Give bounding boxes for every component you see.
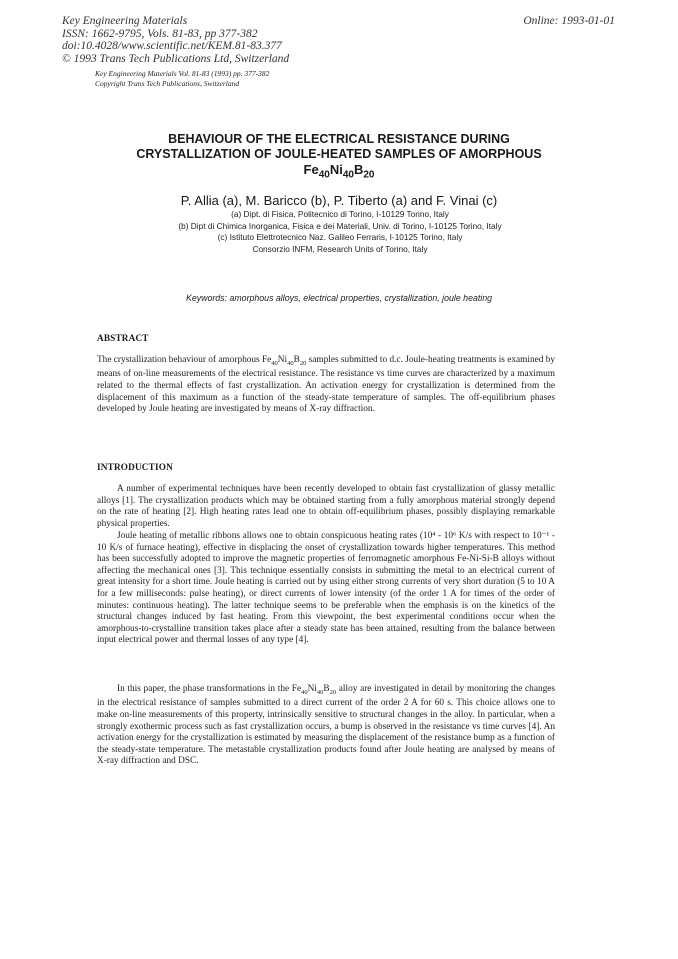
source-citation (95, 69, 269, 89)
journal-name: Key Engineering Materials (62, 15, 188, 27)
publication-info (62, 15, 289, 65)
affiliation-consortium: Consorzio INFM, Research Units of Torino, Italy (252, 243, 428, 254)
intro-paragraph-3: In this paper, the phase transformations in the $Fe_{40}Ni_{40}B_{20}$ alloy are investigated in detail by monitoring the changes in the electrical resistance of samples submitted to a direct current of the order 2 A for 60 s. This choice allows one to make on-line measurements of this property, intrinsically sensitive to structural changes in the alloy. In particular, when a strongly exothermic process such as fast crystallization occurs, a bump is observed in the resistance vs time curves [4]. An activation energy for the crystallization is estimated by measuring the displacement of the resistance bump as a function of the steady-state temperature. The metastable crystallization products found after Joule heating are analysed by means of X-ray diffraction and DSC. (97, 684, 556, 767)
introduction-heading: INTRODUCTION (97, 462, 173, 472)
source-journal-line: Key Engineering Materials Vol. 81-83 (1993) pp. 377-382 (95, 69, 270, 78)
affiliations (120, 209, 560, 255)
issn-line: ISSN: 1662-9795, Vols. 81-83, pp 377-382 (62, 27, 258, 40)
doi-line: doi:10.4028/www.scientific.net/KEM.81-83.377 (62, 40, 282, 52)
paper-title (0, 132, 678, 162)
author-list: P. Allia (a), M. Baricco (b), P. Tiberto (a) and F. Vinai (c) (180, 193, 498, 208)
title-formula: $Fe_{40}Ni_{40}B_{20}$ (303, 162, 375, 181)
abstract-heading: ABSTRACT (97, 333, 149, 343)
source-copyright-line: Copyright Trans Tech Publications, Switzerland (95, 79, 240, 88)
abstract-text: The crystallization behaviour of amorphous $Fe_{40}Ni_{40}B_{20}$ samples submitted to d.c. Joule-heating treatments is examined by means of on-line measurements of the electrical resistance. The resistance vs time curves are characterized by a maximum related to the thermal effects of fast crystallization. An activation energy for crystallization is determined from the displacement of this maximum as a function of the steady-state temperature of samples. The off-equilibrium phases developed by Joule heating are investigated by means of X-ray diffraction. (97, 355, 555, 415)
keywords: Keywords: amorphous alloys, electrical properties, crystallization, joule heating (185, 293, 493, 303)
affiliation-c: (c) Istituto Elettrotecnico Naz. Galileo Ferraris, I-10125 Torino, Italy (217, 232, 463, 242)
affiliation-a: (a) Dipt. di Fisica, Politecnico di Torino, I-10129 Torino, Italy (231, 209, 449, 219)
intro-paragraph-2: Joule heating of metallic ribbons allows one to obtain conspicuous heating rates (10⁴ - 10⁶ K/s with respect to 10⁻¹ - 10 K/s of furnace heating), effective in displacing the onset of crystallization towards higher temperatures. This method has been successfully adopted to improve the magnetic properties of ferromagnetic amorphous Fe-Ni-Si-B alloys without affecting the mechanical ones [3]. This technique essentially consists in submitting the metal to an electrical current of great intensity for a short time. Joule heating is carried out by using either strong currents of very short duration (5 to 10 A for a few milliseconds: pulse heating), or direct currents of lower intensity (of the order 1 A for times of the order of minutes: continuous heating). The latter technique seems to be preferable when the emphasis is on the kinetics of the structural changes induced by fast heating. From this viewpoint, the best experimental conditions occur when the amorphous-to-crystalline transition takes place after a steady state has been attained, resulting from the balance between input electrical power and thermal losses of any type [4]. (97, 531, 555, 646)
affiliation-b: (b) Dipt di Chimica Inorganica, Fisica e dei Materiali, Univ. di Torino, I-10125 Torino, Italy (178, 220, 502, 231)
intro-paragraph-1: A number of experimental techniques have been recently developed to obtain fast crystallization of glassy metallic alloys [1]. The crystallization products which may be obtained starting from a fully amorphous material strongly depend on the rate of heating [2]. High heating rates lead one to obtain off-equilibrium phases, possibly displaying remarkable physical properties. (97, 484, 555, 529)
online-date: Online: 1993-01-01 (523, 15, 615, 27)
copyright-line: © 1993 Trans Tech Publications Ltd, Switzerland (62, 52, 290, 65)
title-line-1: BEHAVIOUR OF THE ELECTRICAL RESISTANCE DURING (168, 132, 510, 146)
title-line-2: CRYSTALLIZATION OF JOULE-HEATED SAMPLES OF AMORPHOUS (136, 147, 542, 161)
